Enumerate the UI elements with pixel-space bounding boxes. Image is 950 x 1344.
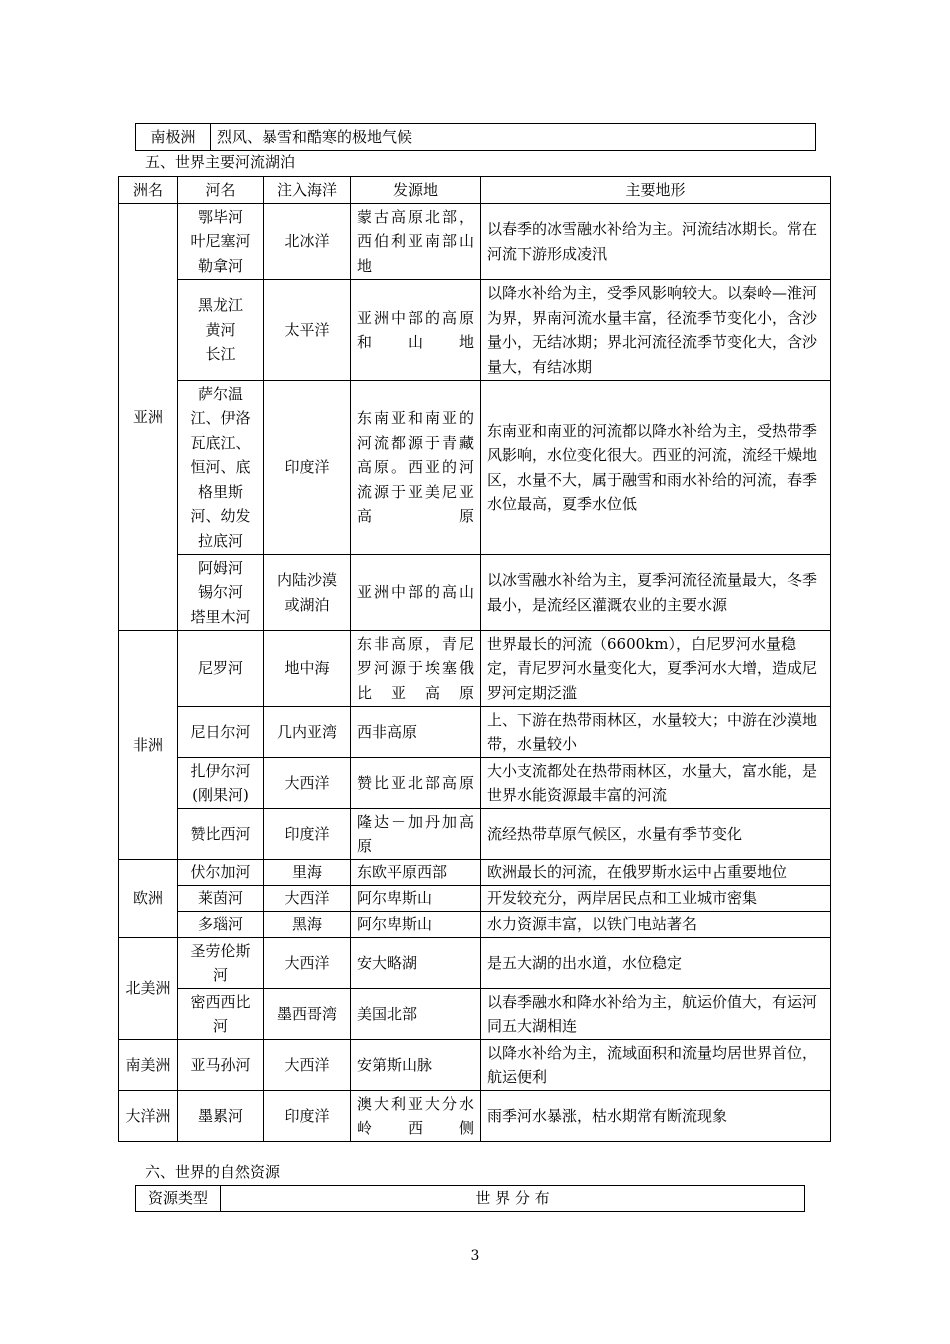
- table-row: [119, 707, 831, 758]
- section-title-resources: 六、世界的自然资源: [145, 1163, 281, 1181]
- river-cell: 亚马孙河: [178, 1040, 264, 1091]
- river-cell: 圣劳伦斯河: [178, 938, 264, 989]
- ocean-cell: 黑海: [264, 912, 351, 938]
- table-row: [119, 204, 831, 280]
- table-header-row: [119, 177, 831, 204]
- river-cell: 多瑙河: [178, 912, 264, 938]
- continent-cell: 北美洲: [119, 938, 178, 1040]
- table-row: [119, 938, 831, 989]
- ocean-cell: 大西洋: [264, 938, 351, 989]
- rivers-table: [118, 176, 831, 1142]
- table-row: [119, 631, 831, 707]
- ocean-cell: 里海: [264, 860, 351, 886]
- river-cell: 伏尔加河: [178, 860, 264, 886]
- desc-cell: 雨季河水暴涨，枯水期常有断流现象: [481, 1091, 831, 1142]
- table-row: [119, 886, 831, 912]
- continent-cell: 非洲: [119, 631, 178, 860]
- continent-cell: 南美洲: [119, 1040, 178, 1091]
- table-row: [119, 809, 831, 860]
- header-resource-type: 资源类型: [136, 1186, 221, 1212]
- desc-cell: 开发较充分，两岸居民点和工业城市密集: [481, 886, 831, 912]
- continent-cell: 南极洲: [136, 124, 211, 151]
- desc-cell: 大小支流都处在热带雨林区，水量大，富水能，是世界水能资源最丰富的河流: [481, 758, 831, 809]
- continent-cell: 大洋洲: [119, 1091, 178, 1142]
- ocean-cell: 内陆沙漠或湖泊: [264, 555, 351, 631]
- desc-cell: 以降水补给为主，流域面积和流量均居世界首位，航运便利: [481, 1040, 831, 1091]
- table-row: [119, 860, 831, 886]
- desc-cell: 以冰雪融水补给为主，夏季河流径流量最大，冬季最小，是流经区灌溉农业的主要水源: [481, 555, 831, 631]
- continent-cell: 亚洲: [119, 204, 178, 631]
- ocean-cell: 地中海: [264, 631, 351, 707]
- page-number: 3: [470, 1248, 480, 1264]
- source-cell: 东非高原，青尼罗河源于埃塞俄比亚高原: [351, 631, 481, 707]
- table-row: [119, 280, 831, 381]
- source-cell: 美国北部: [351, 989, 481, 1040]
- desc-cell: 流经热带草原气候区，水量有季节变化: [481, 809, 831, 860]
- source-cell: 东欧平原西部: [351, 860, 481, 886]
- source-cell: 安大略湖: [351, 938, 481, 989]
- river-cell: 尼日尔河: [178, 707, 264, 758]
- source-cell: 阿尔卑斯山: [351, 912, 481, 938]
- desc-cell: 上、下游在热带雨林区，水量较大；中游在沙漠地带，水量较小: [481, 707, 831, 758]
- source-cell: 隆达－加丹加高原: [351, 809, 481, 860]
- ocean-cell: 太平洋: [264, 280, 351, 381]
- source-cell: 阿尔卑斯山: [351, 886, 481, 912]
- source-cell: 东南亚和南亚的河流都源于青藏高原。西亚的河流源于亚美尼亚高原: [351, 381, 481, 555]
- ocean-cell: 印度洋: [264, 1091, 351, 1142]
- header-river: 河名: [178, 177, 264, 204]
- header-terrain: 主要地形: [481, 177, 831, 204]
- table-row: [136, 124, 816, 151]
- ocean-cell: 墨西哥湾: [264, 989, 351, 1040]
- ocean-cell: 北冰洋: [264, 204, 351, 280]
- source-cell: 西非高原: [351, 707, 481, 758]
- source-cell: 蒙古高原北部，西伯利亚南部山地: [351, 204, 481, 280]
- table-row: [119, 912, 831, 938]
- source-cell: 赞比亚北部高原: [351, 758, 481, 809]
- continent-cell: 欧洲: [119, 860, 178, 938]
- river-cell: 墨累河: [178, 1091, 264, 1142]
- table-row: [119, 555, 831, 631]
- table-row: [119, 758, 831, 809]
- table-row: [119, 989, 831, 1040]
- header-continent: 洲名: [119, 177, 178, 204]
- ocean-cell: 几内亚湾: [264, 707, 351, 758]
- ocean-cell: 印度洋: [264, 809, 351, 860]
- desc-cell: 欧洲最长的河流，在俄罗斯水运中占重要地位: [481, 860, 831, 886]
- desc-cell: 世界最长的河流（6600km），白尼罗河水量稳定，青尼罗河水量变化大，夏季河水大增，造成尼罗河定期泛滥: [481, 631, 831, 707]
- river-cell: 鄂毕河 叶尼塞河 勒拿河: [178, 204, 264, 280]
- desc-cell: 以春季的冰雪融水补给为主。河流结冰期长。常在河流下游形成凌汛: [481, 204, 831, 280]
- river-cell: 赞比西河: [178, 809, 264, 860]
- source-cell: 澳大利亚大分水岭西侧: [351, 1091, 481, 1142]
- table-row: [119, 1040, 831, 1091]
- desc-cell: 水力资源丰富，以铁门电站著名: [481, 912, 831, 938]
- ocean-cell: 大西洋: [264, 1040, 351, 1091]
- table-row: [119, 1091, 831, 1142]
- ocean-cell: 大西洋: [264, 886, 351, 912]
- ocean-cell: 大西洋: [264, 758, 351, 809]
- source-cell: 亚洲中部的高原和山地: [351, 280, 481, 381]
- source-cell: 安第斯山脉: [351, 1040, 481, 1091]
- header-world-distribution: 世 界 分 布: [221, 1186, 805, 1212]
- river-cell: 密西西比河: [178, 989, 264, 1040]
- table-row: [119, 381, 831, 555]
- header-source: 发源地: [351, 177, 481, 204]
- ocean-cell: 印度洋: [264, 381, 351, 555]
- desc-cell: 是五大湖的出水道，水位稳定: [481, 938, 831, 989]
- river-cell: 莱茵河: [178, 886, 264, 912]
- desc-cell: 以春季融水和降水补给为主，航运价值大，有运河同五大湖相连: [481, 989, 831, 1040]
- river-cell: 阿姆河 锡尔河 塔里木河: [178, 555, 264, 631]
- antarctic-table: [135, 123, 816, 151]
- table-header-row: [136, 1186, 805, 1212]
- river-cell: 尼罗河: [178, 631, 264, 707]
- climate-cell: 烈风、暴雪和酷寒的极地气候: [211, 124, 816, 151]
- desc-cell: 以降水补给为主，受季风影响较大。以秦岭—淮河为界，界南河流水量丰富，径流季节变化小，含沙量小，无结冰期；界北河流径流季节变化大，含沙量大，有结冰期: [481, 280, 831, 381]
- river-cell: 扎伊尔河 (刚果河): [178, 758, 264, 809]
- river-cell: 萨尔温江、伊洛瓦底江、恒河、底格里斯河、幼发拉底河: [178, 381, 264, 555]
- source-cell: 亚洲中部的高山: [351, 555, 481, 631]
- resources-table: [135, 1185, 805, 1212]
- river-cell: 黑龙江 黄河 长江: [178, 280, 264, 381]
- section-title-rivers: 五、世界主要河流湖泊: [145, 153, 296, 171]
- header-ocean: 注入海洋: [264, 177, 351, 204]
- desc-cell: 东南亚和南亚的河流都以降水补给为主，受热带季风影响，水位变化很大。西亚的河流，流经干燥地区，水量不大，属于融雪和雨水补给的河流，春季水位最高，夏季水位低: [481, 381, 831, 555]
